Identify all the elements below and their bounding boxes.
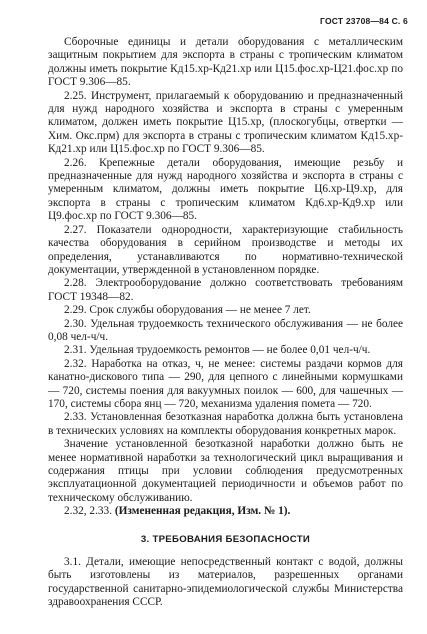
paragraph-2-31: 2.31. Удельная трудоемкость ремонтов — не более 0,01 чел-ч/ч. bbox=[64, 344, 371, 357]
section-heading: 3. ТРЕБОВАНИЯ БЕЗОПАСНОСТИ bbox=[140, 533, 311, 545]
paragraph-2-33-value: Значение установленной безотказной наработки должно быть не менее нормативной наработки за технологический цикл выращивания и содержания птицы при условии соблюдения предусмотренных эксплуатационной документацией периодичности и объемов работ по техническому обслуживанию. bbox=[48, 438, 403, 504]
paragraph-2-28: 2.28. Электрооборудование должно соответствовать требованиям ГОСТ 19348—82. bbox=[48, 277, 403, 303]
paragraph-2-30: 2.30. Удельная трудоемкость технического обслуживания — не более 0,08 чел-ч/ч. bbox=[48, 317, 403, 343]
paragraph-2-33: 2.33. Установленная безотказная наработка должна быть установлена в технических условиях на комплекты оборудования конкретных марок. bbox=[48, 411, 403, 437]
amendment-ref: 2.32, 2.33. bbox=[64, 505, 113, 518]
paragraph-2-26: 2.26. Крепежные детали оборудования, имеющие резьбу и предназначенные для нужд народного хозяйства и экспорта в страны с умеренным климатом, должны иметь покрытие Ц6.хр-Ц9.хр, для экспорта в страны с тропическим климатом Кд6.хр-Кд9.хр или Ц9.фос.хр по ГОСТ 9.306—85. bbox=[48, 156, 403, 223]
document-body bbox=[48, 36, 403, 610]
paragraph-2-29: 2.29. Срок службы оборудования — не менее 7 лет. bbox=[64, 304, 311, 317]
amendment-text: (Измененная редакция, Изм. № 1). bbox=[114, 505, 291, 518]
paragraph-2-25: 2.25. Инструмент, прилагаемый к оборудованию и предназначенный для нужд народного хозяйства и экспорта в страны с умеренным климатом, должен иметь покрытие Ц15.хр, (плоскогубцы, отвертки — Хим. Окс.прм) для экспорта в страны с тропическим климатом Кд15.хр-Кд21.хр или Ц15.фос.хр по ГОСТ 9.306—85. bbox=[48, 89, 403, 156]
paragraph-2-27: 2.27. Показатели однородности, характеризующие стабильность качества оборудования в серийном производстве и методы их определения, устанавливаются по нормативно-технической документации, утвержденной в установленном порядке. bbox=[48, 223, 403, 276]
paragraph-3-1: 3.1. Детали, имеющие непосредственный контакт с водой, должны быть изготовлены из материалов, разрешенных органами государственной санитарно-эпидемиологической службы Министерства здравоохранения СССР. bbox=[48, 556, 403, 609]
paragraph-2-32: 2.32. Наработка на отказ, ч, не менее: системы раздачи кормов для канатно-дискового типа — 290, для цепного с линейными кормушками — 720, системы поения для вакуумных поилок — 600, для чашечных — 170, системы сбора янц — 720, механизма удаления помета — 720. bbox=[48, 357, 403, 410]
amendment-note bbox=[48, 505, 403, 518]
page-header: ГОСТ 23708—84 С. 6 bbox=[320, 16, 408, 26]
paragraph-2-24-cont: Сборочные единицы и детали оборудования с металлическим защитным покрытием для экспорта в страны с тропическим климатом должны иметь покрытие Кд15.хр-Кд21.хр или Ц15.фос.хр-Ц21.фос.хр по ГОСТ 9.306—85. bbox=[48, 36, 403, 89]
